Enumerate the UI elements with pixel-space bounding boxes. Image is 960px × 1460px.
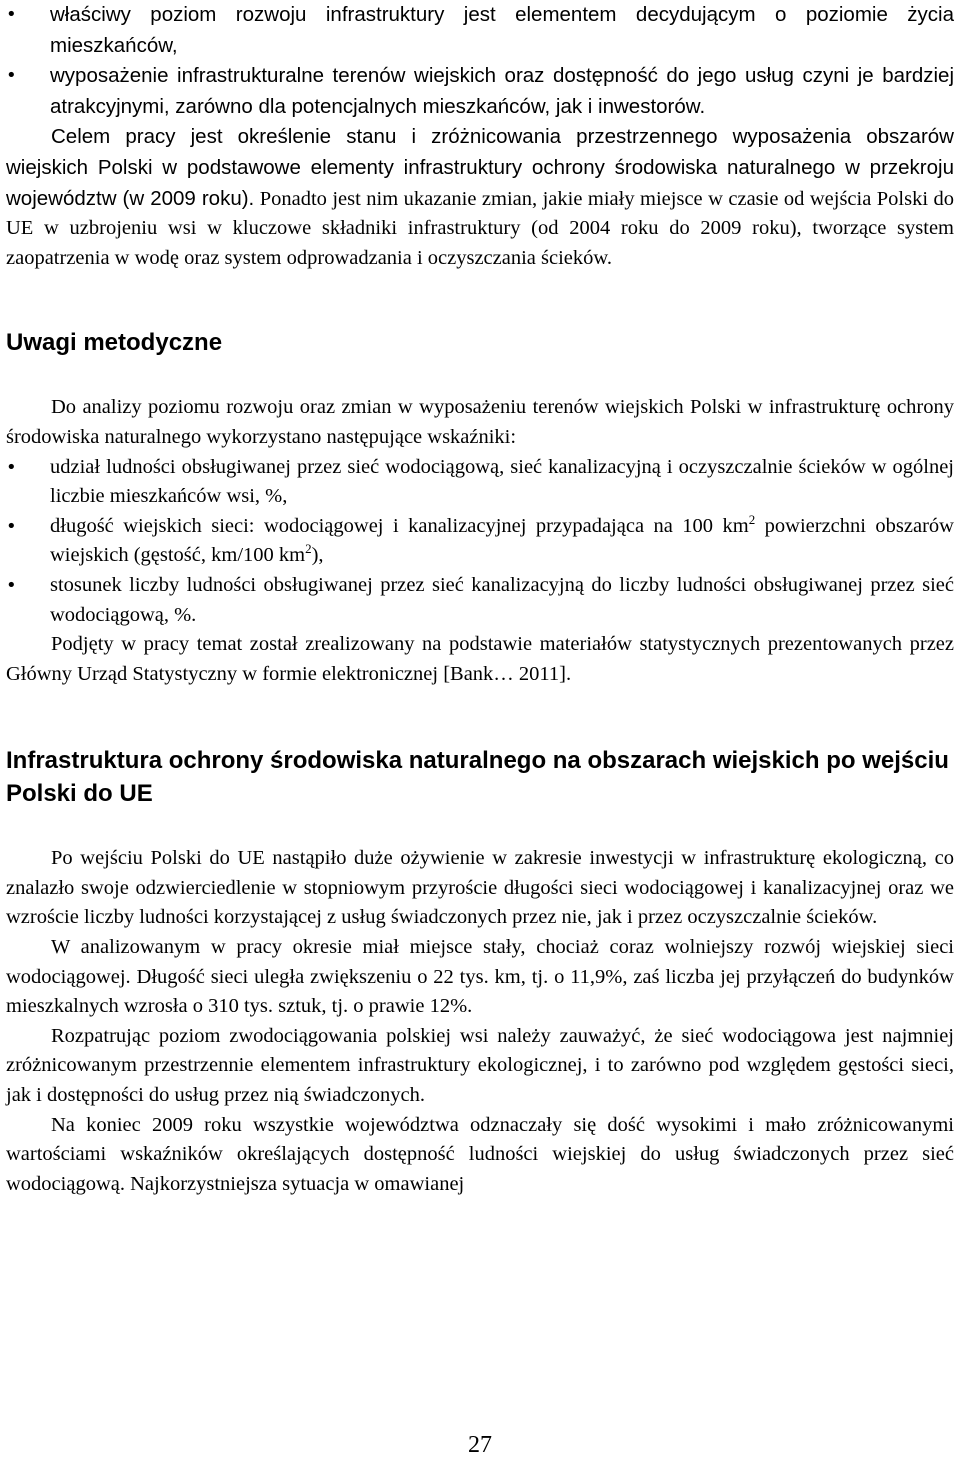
list-item: [6, 453, 954, 512]
body-paragraph: Po wejściu Polski do UE nastąpiło duże ożywienie w zakresie inwestycji w infrastrukturę ekologiczną, co znalazło swoje odzwierciedlenie w stopniowym przyroście długości sieci wodociągowej i kanalizacyjnej oraz we wzroście liczby ludności korzystającej z usług świadczonych przez nie, jak i przez oczyszczalnie ścieków.: [6, 847, 954, 929]
body-paragraph: W analizowanym w pracy okresie miał miejsce stały, chociaż coraz wolniejszy rozwój wiejskiej sieci wodociągowej. Długość sieci uległa zwiększeniu o 22 tys. km, tj. o 11,9%, zaś liczba jej przyłączeń do budynków mieszkalnych wzrosła o 310 tys. sztuk, tj. o prawie 12%.: [6, 936, 954, 1018]
section-heading-infrastructure: Infrastruktura ochrony środowiska naturalnego na obszarach wiejskich po wejściu Polski do UE: [6, 747, 949, 808]
indicator-text-part: długość wiejskich sieci: wodociągowej i kanalizacyjnej przypadająca na 100 km: [50, 514, 749, 537]
aim-paragraph-part1: Celem pracy jest określenie stanu i zróżnicowania przestrzennego wyposażenia obszarów wiejskich Polski w podstawowe elementy infrastruktury ochrony środowiska naturalnego w przekroju województw (w 2009 roku).: [6, 125, 954, 210]
section-heading-methodology: Uwagi metodyczne: [6, 329, 223, 357]
indicator-text-part: powierzchni obszarów wiejskich (gęstość, km/100 km: [50, 514, 954, 567]
list-item: [6, 61, 954, 122]
methodology-lead-paragraph: Do analizy poziomu rozwoju oraz zmian w wyposażeniu terenów wiejskich Polski w infrastrukturę ochrony środowiska naturalnego wykorzystano następujące wskaźniki:: [6, 396, 954, 448]
aim-paragraph: [6, 122, 954, 273]
bullet-icon: •: [6, 574, 17, 596]
page-number: 27: [468, 1432, 492, 1458]
superscript: 2: [748, 511, 756, 527]
indicator-text: stosunek liczby ludności obsługiwanej przez sieć kanalizacyjną do liczby ludności obsługiwanej przez sieć wodociągową, %.: [50, 573, 954, 626]
bullet-icon: •: [6, 456, 17, 478]
bullet-icon: •: [6, 65, 17, 87]
methodology-closing-paragraph: Podjęty w pracy temat został zrealizowany na podstawie materiałów statystycznych prezentowanych przez Główny Urząd Statystyczny w formie elektronicznej [Bank… 2011].: [6, 633, 954, 685]
indicator-bullet-list: [6, 453, 954, 631]
list-item: [6, 0, 954, 61]
list-item: [6, 571, 954, 630]
body-paragraph: Na koniec 2009 roku wszystkie województwa odznaczały się dość wysokimi i mało zróżnicowanymi wartościami wskaźników określających dostępność ludności wiejskiej do usług świadczonych przez sieć wodociągową. Najkorzystniejsza sytuacja w omawianej: [6, 1113, 954, 1195]
list-item: [6, 512, 954, 571]
bullet-icon: •: [6, 515, 17, 537]
intro-bullet-list: [6, 0, 954, 122]
intro-bullet-text: właściwy poziom rozwoju infrastruktury jest elementem decydującym o poziomie życia mieszkańców,: [50, 3, 954, 57]
indicator-text: udział ludności obsługiwanej przez sieć wodociągową, sieć kanalizacyjną i oczyszczalnie ścieków w ogólnej liczbie mieszkańców wsi, %,: [50, 455, 954, 508]
body-paragraph: Rozpatrując poziom zwodociągowania polskiej wsi należy zauważyć, że sieć wodociągowa jest najmniej zróżnicowanym przestrzennie elementem infrastruktury ekologicznej, i to zarówno pod względem gęstości sieci, jak i dostępności do usług przez nią świadczonych.: [6, 1024, 954, 1107]
page-content: [6, 0, 954, 1199]
superscript: 2: [305, 541, 312, 557]
indicator-text-part: ),: [311, 544, 324, 567]
intro-bullet-text: wyposażenie infrastrukturalne terenów wiejskich oraz dostępność do jego usług czyni je bardziej atrakcyjnymi, zarówno dla potencjalnych mieszkańców, jak i inwestorów.: [50, 64, 954, 118]
bullet-icon: •: [6, 4, 17, 25]
aim-paragraph-part2: Ponadto jest nim ukazanie zmian, jakie miały miejsce w czasie od wejścia Polski do UE w uzbrojeniu wsi w kluczowe składniki infrastruktury (od 2004 roku do 2009 roku), tworzące system zaopatrzenia w wodę oraz system odprowadzania i oczyszczania ścieków.: [6, 187, 955, 269]
